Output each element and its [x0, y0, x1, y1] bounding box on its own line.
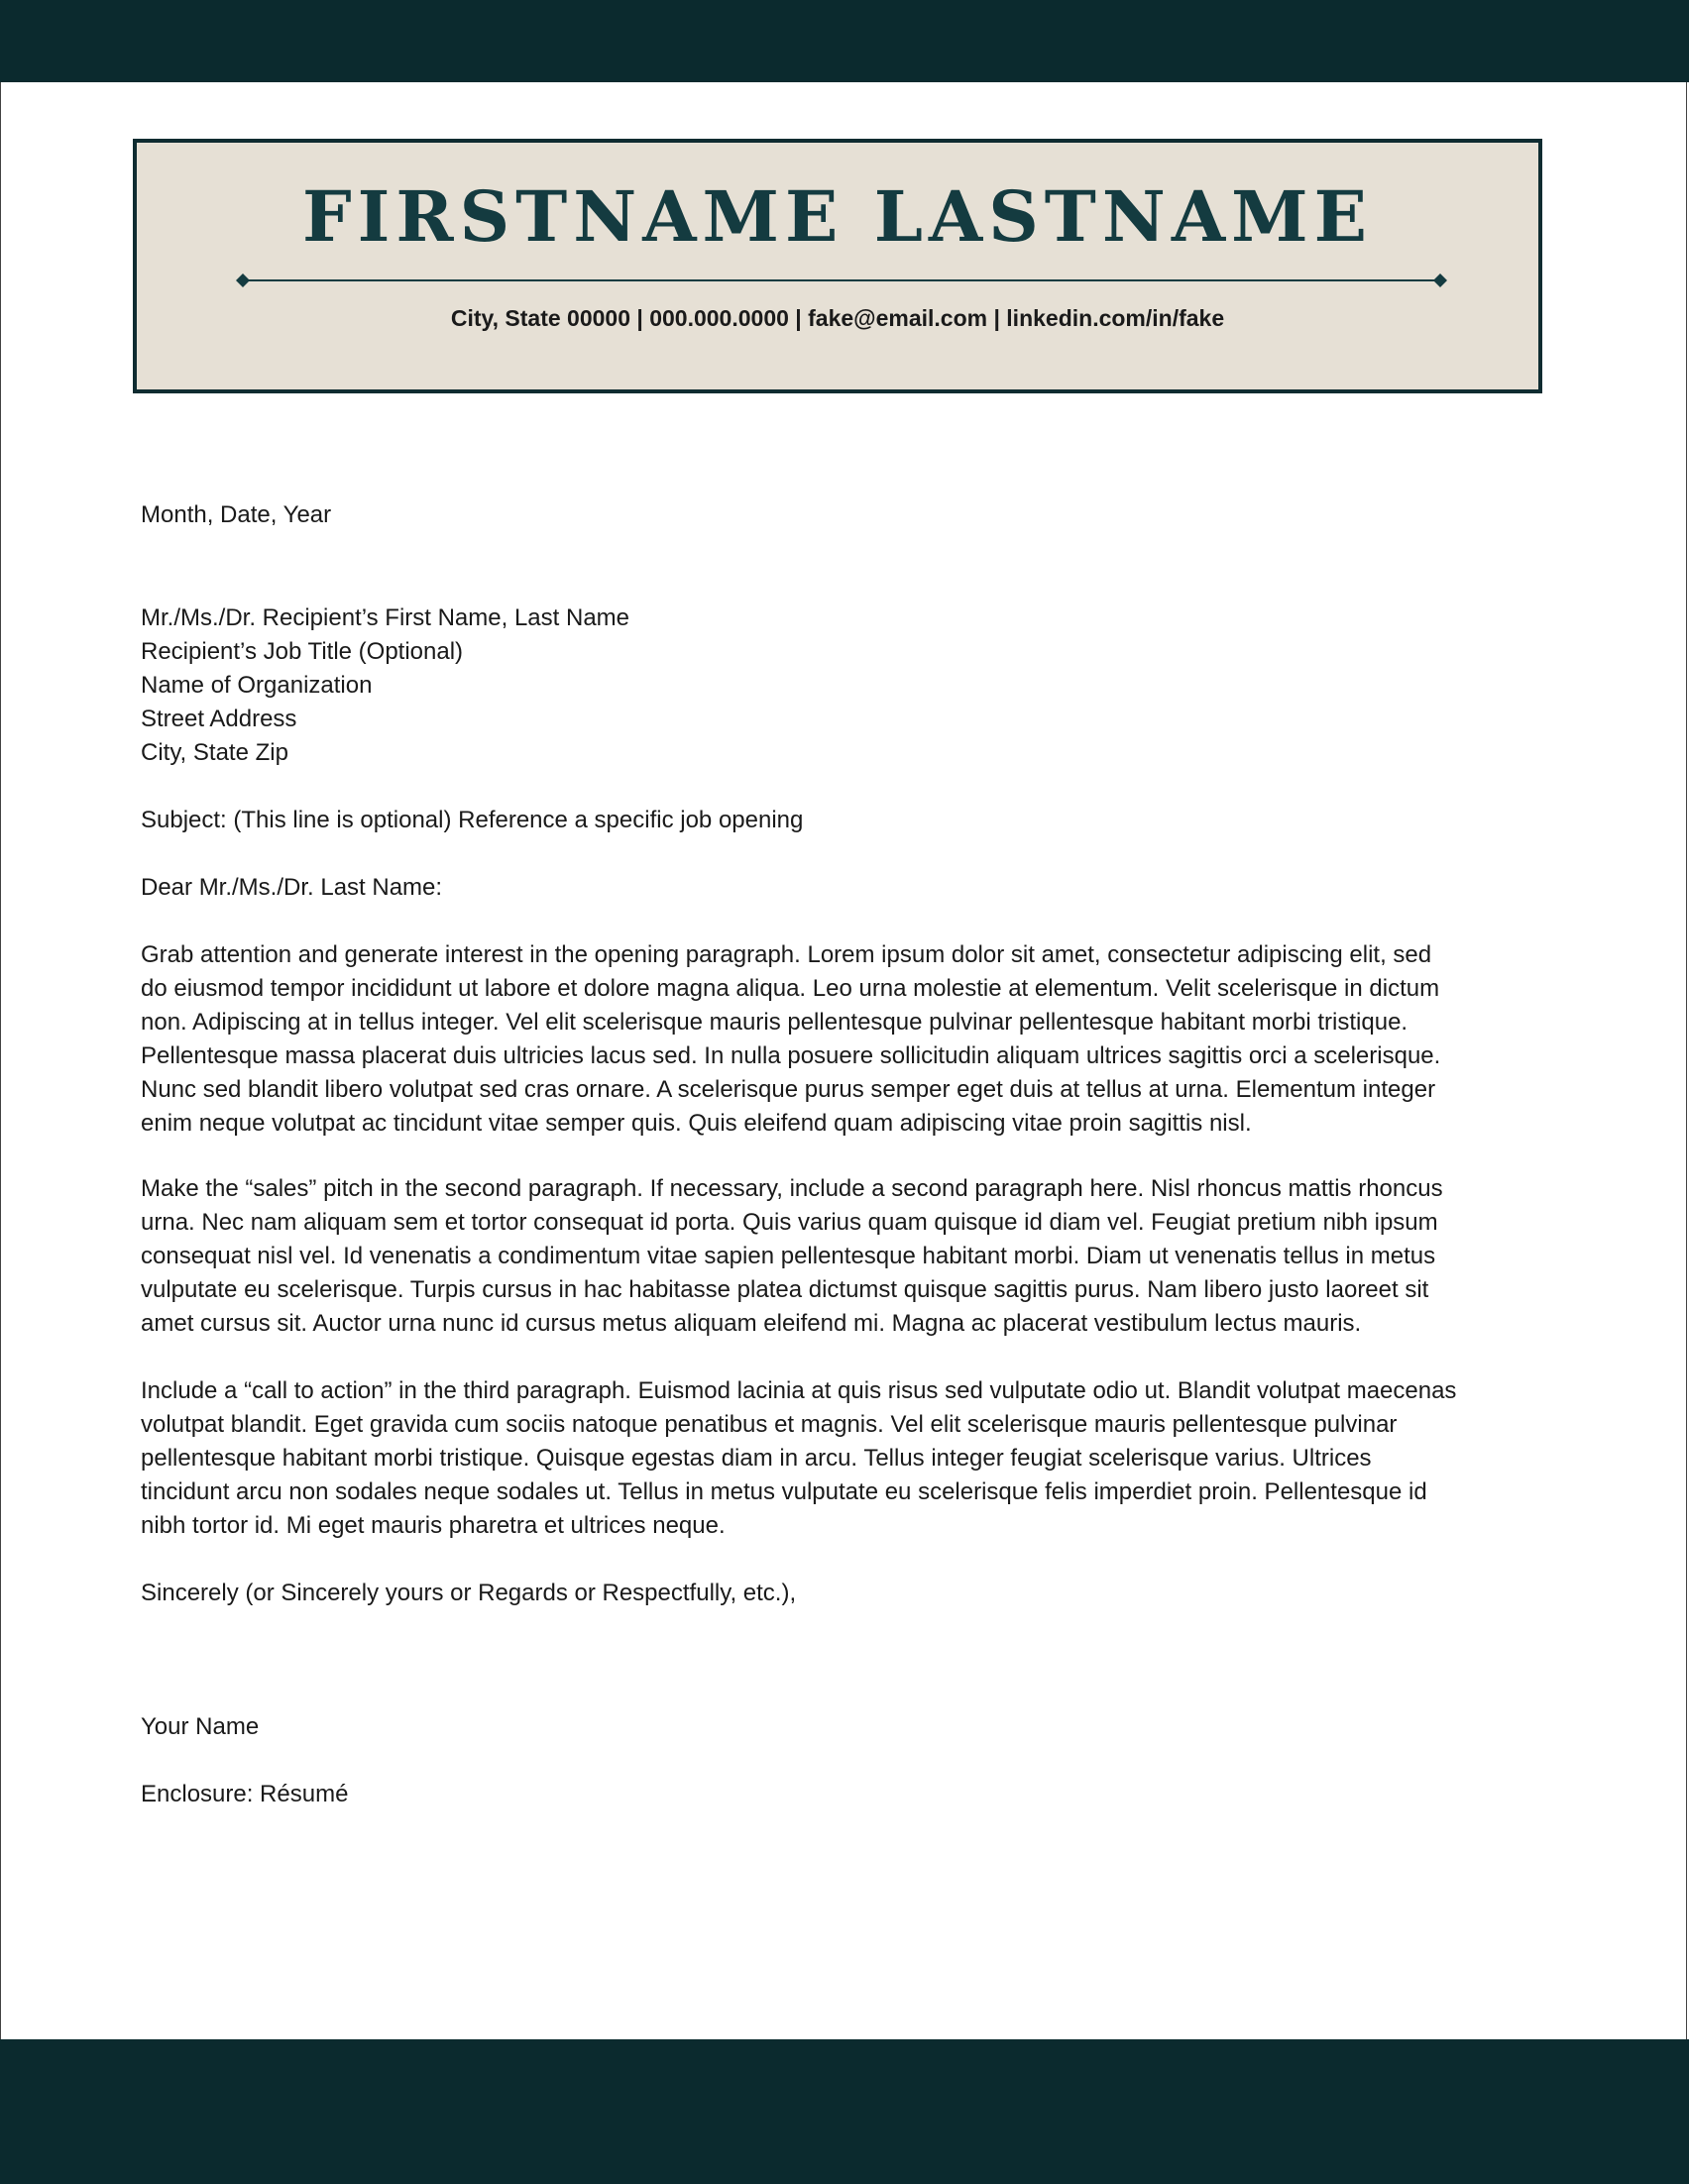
paragraph-line: Include a “call to action” in the third paragraph. Euismod lacinia at quis risus sed vulputate odio ut. Blandit volutpat maecenas [141, 1377, 1457, 1404]
salutation [141, 871, 1548, 905]
paragraph-line: do eiusmod tempor incididunt ut labore et dolore magna aliqua. Leo urna molestie at elementum. Velit scelerisque in dictum [141, 975, 1440, 1002]
paragraph-2 [141, 1172, 1548, 1341]
paragraph-line: pellentesque habitant morbi tristique. Quisque egestas diam in arcu. Tellus integer feugiat scelerisque varius. Ultrices [141, 1445, 1372, 1472]
paragraph-line: Nunc sed blandit libero volutpat sed cras ornare. A scelerisque purus semper eget duis at tellus at urna. Elementum integer [141, 1076, 1436, 1103]
bottom-color-band [0, 2039, 1689, 2184]
applicant-name: FIRSTNAME LASTNAME [301, 175, 1374, 258]
closing [141, 1577, 1548, 1610]
paragraph-line: non. Adipiscing at in tellus integer. Vel elit scelerisque mauris pellentesque pulvinar pellentesque habitant morbi tristique. [141, 1009, 1408, 1036]
signature-name: Your Name [141, 1713, 260, 1740]
date-line: Month, Date, Year [141, 501, 332, 528]
paragraph-line: amet cursus sit. Auctor urna nunc id cursus metus aliquam eleifend mi. Magna ac placerat vestibulum lectus mauris. [141, 1310, 1362, 1337]
paragraph-line: nibh tortor id. Mi eget mauris pharetra et ultrices neque. [141, 1512, 726, 1539]
paragraph-1 [141, 938, 1548, 1141]
recipient-name: Mr./Ms./Dr. Recipient’s First Name, Last Name [141, 604, 630, 631]
recipient-organization: Name of Organization [141, 672, 373, 699]
letter-date [141, 498, 1548, 532]
subject-text: Subject: (This line is optional) Reference a specific job opening [141, 807, 804, 833]
contact-line: City, State 00000 | 000.000.0000 | fake@email.com | linkedin.com/in/fake [450, 305, 1225, 331]
enclosure-text: Enclosure: Résumé [141, 1781, 349, 1807]
paragraph-line: Grab attention and generate interest in the opening paragraph. Lorem ipsum dolor sit amet, consectetur adipiscing elit, sed [141, 941, 1432, 968]
recipient-street: Street Address [141, 706, 297, 732]
paragraph-line: urna. Nec nam aliquam sem et tortor consequat id porta. Quis varius quam quisque id diam vel. Feugiat pretium nibh ipsum [141, 1209, 1438, 1236]
enclosure [141, 1778, 1548, 1811]
salutation-text: Dear Mr./Ms./Dr. Last Name: [141, 874, 443, 901]
recipient-title: Recipient’s Job Title (Optional) [141, 638, 464, 665]
header-box [133, 139, 1542, 393]
paragraph-line: tincidunt arcu non sodales neque sodales ut. Tellus in metus vulputate eu scelerisque felis imperdiet proin. Pellentesque id [141, 1478, 1427, 1505]
closing-text: Sincerely (or Sincerely yours or Regards or Respectfully, etc.), [141, 1580, 797, 1606]
paragraph-line: Make the “sales” pitch in the second paragraph. If necessary, include a second paragraph here. Nisl rhoncus mattis rhoncus [141, 1175, 1443, 1202]
signature [141, 1710, 1548, 1744]
diamond-rule-icon [236, 273, 1447, 287]
top-color-band [0, 0, 1689, 82]
paragraph-line: consequat nisl vel. Id venenatis a condimentum vitae sapien pellentesque habitant morbi. Diam ut venenatis tellus in metus [141, 1243, 1436, 1269]
recipient-block [141, 601, 1548, 770]
paragraph-line: vulputate eu scelerisque. Turpis cursus in hac habitasse platea dictumst quisque sagittis purus. Nam libero justo laoreet sit [141, 1276, 1429, 1303]
subject-line [141, 804, 1548, 837]
paragraph-line: Pellentesque massa placerat duis ultricies lacus sed. In nulla posuere sollicitudin aliquam ultrices sagittis orci a scelerisque. [141, 1042, 1441, 1069]
paragraph-3 [141, 1374, 1548, 1543]
recipient-city: City, State Zip [141, 739, 288, 766]
paragraph-line: volutpat blandit. Eget gravida cum sociis natoque penatibus et magnis. Vel elit scelerisque mauris pellentesque pulvinar [141, 1411, 1398, 1438]
paragraph-line: enim neque volutpat ac tincidunt vitae semper quis. Quis eleifend quam adipiscing vitae proin sagittis nisl. [141, 1110, 1252, 1137]
